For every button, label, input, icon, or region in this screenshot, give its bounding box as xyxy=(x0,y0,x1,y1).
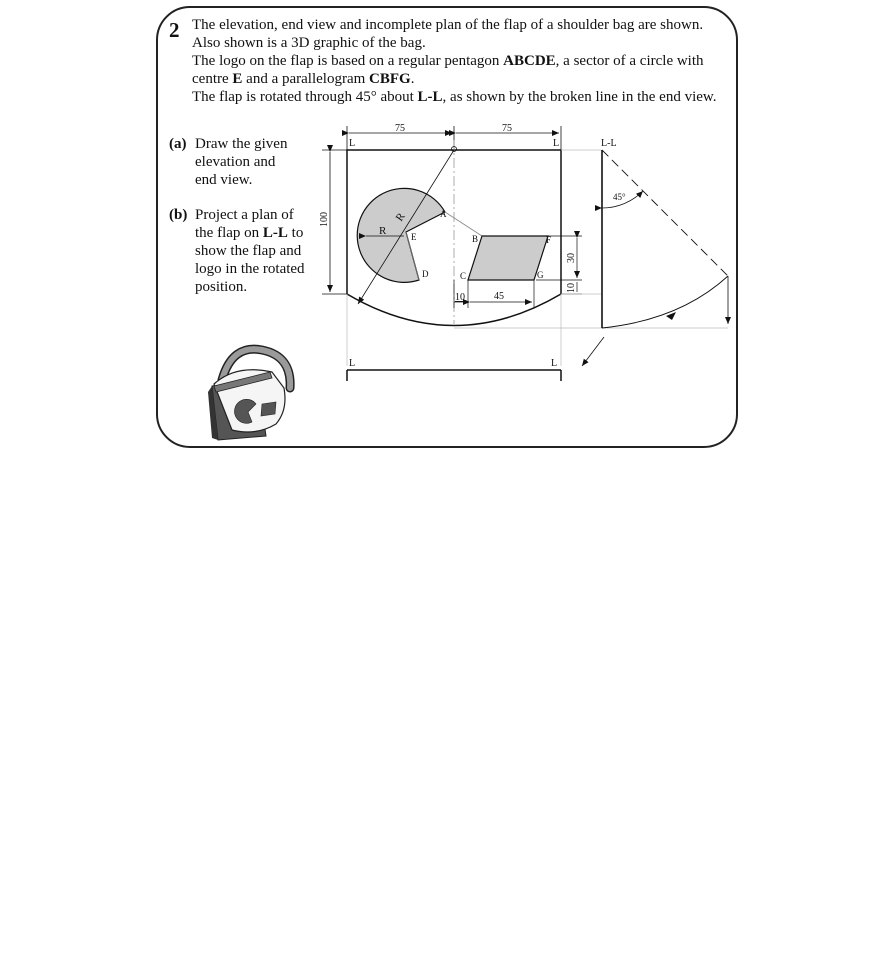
intro-line-2: Also shown is a 3D graphic of the bag. xyxy=(192,35,426,51)
part-a-text: Draw the given elevation and end view. xyxy=(195,136,288,188)
dim-75-left: 75 xyxy=(395,123,405,134)
label-LL: L-L xyxy=(601,138,617,149)
elevation-view xyxy=(319,123,728,366)
label-L-plan-left: L xyxy=(349,358,356,369)
question-number: 2 xyxy=(169,18,180,42)
rotated-flap-broken-line xyxy=(602,150,728,276)
vertex-C: C xyxy=(460,271,467,281)
plan-view xyxy=(347,358,561,381)
dim-10-bottom: 10 xyxy=(455,292,465,303)
intro-line-4: centre E and a parallelogram CBFG. xyxy=(192,71,415,87)
label-R-radius: R xyxy=(393,210,408,224)
bag-3d-graphic xyxy=(208,349,290,440)
part-a-label: (a) xyxy=(169,136,187,152)
vertex-A: A xyxy=(440,209,447,219)
label-L-plan-right: L xyxy=(551,358,558,369)
vertex-E: E xyxy=(411,232,417,242)
vertex-G: G xyxy=(537,270,544,280)
dim-75-right: 75 xyxy=(502,123,512,134)
intro-line-3: The logo on the flap is based on a regular pentagon ABCDE, a sector of a circle with xyxy=(192,53,704,69)
intro-line-1: The elevation, end view and incomplete plan of the flap of a shoulder bag are shown. xyxy=(192,17,704,33)
part-b-label: (b) xyxy=(169,207,188,223)
logo-parallelogram xyxy=(468,236,548,280)
dim-30: 30 xyxy=(566,253,577,263)
label-L-top-right: L xyxy=(553,138,560,149)
label-45-degrees: 45° xyxy=(613,192,626,202)
dim-100: 100 xyxy=(319,212,330,227)
end-view xyxy=(582,138,728,366)
part-b-text: Project a plan of the flap on L-L to show the flap and logo in the rotated position. xyxy=(195,207,305,295)
label-R-horizontal: R xyxy=(379,225,387,237)
rotation-arc xyxy=(602,276,728,328)
label-L-top-left: L xyxy=(349,138,356,149)
vertex-D: D xyxy=(422,269,429,279)
dim-45: 45 xyxy=(494,291,504,302)
vertex-F: F xyxy=(546,235,552,245)
dim-10-right: 10 xyxy=(566,283,577,293)
vertex-B: B xyxy=(472,234,479,244)
intro-line-5: The flap is rotated through 45° about L-L, as shown by the broken line in the end view. xyxy=(192,89,717,105)
